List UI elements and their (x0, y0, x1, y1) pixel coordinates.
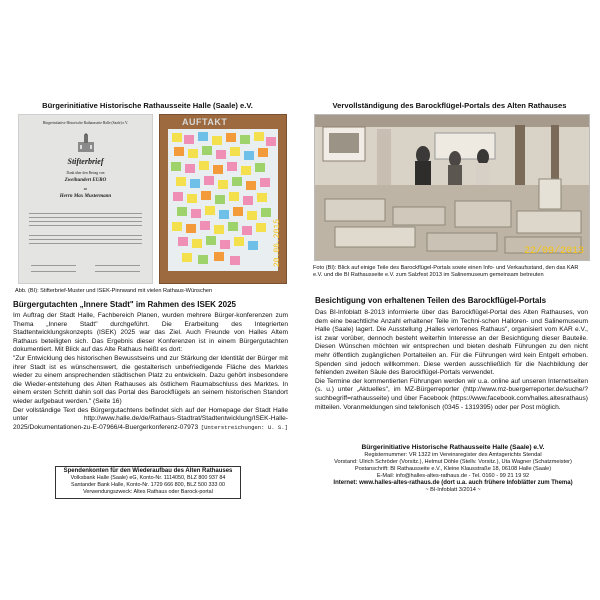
donation-accounts-box (55, 466, 241, 499)
footer-website: Internet: www.halles-altes-rathaus.de (dort u.a. auch frühere Infoblätter zum Thema) (333, 480, 573, 486)
board-date-stamp: 20.06.2015 (273, 218, 282, 267)
left-quote: "Zur Entwicklung des historischen Bewusstseins und zur Stärkung der Identität der Bürger mit ihrer Stadt ist es wünschenswert, die gestalterisch unbefriedigende Fläche des Marktes wieder zu einem ansprechenden städtischen Platz zu entwickeln. Dazu gehört insbesondere die Wieder-entstehung des Alten Rathauses als östlichem Raumabschluss des Marktes. In einem ersten Schritt dahin soll das Portal des Barockflügels an seinem historischen Standort wieder aufgebaut werden." (Seite 16) (13, 354, 288, 405)
left-paragraph: Im Auftrag der Stadt Halle, Fachbereich Planen, wurden mehrere Bürger-konferenzen zum Thema „Innere Stadt" durchgeführt. Die Erarbeitung des Integrierten Stadtentwicklungskonzepts (ISEK) 2025 war das Ziel. Auch Freunde von Halles Altem Rathaus beteiligten sich. Das Ergebnis dieser Konferenzen ist in einem Bürgergutachten dokumentiert. Mit Blick auf das Alte Rathaus heißt es dort: (13, 312, 288, 354)
footer-board: Vorstand: Ulrich Schröder (Vorsitz.), Helmut Döhle (Stellv. Vorsitz.), Uta Wagner (Schatzmeister) (334, 459, 572, 465)
left-image-caption: Abb. (BI): Stifterbrief-Muster und ISEK-Pinnwand mit vielen Rathaus-Wünschen (15, 288, 213, 294)
footer-title: Bürgerinitiative Historische Rathausseite Halle (Saale) e.V. (361, 444, 545, 451)
town-hall-icon (75, 133, 97, 153)
right-paragraph-1: Das BI-Infoblatt 8-2013 informierte über das Barockflügel-Portal des Alten Rathauses, von dem eine beachtliche Anzahl erhaltener Teile im Techni-schen Halloren- und Salinemuseum Halle (Saale) lagert. Die Ausstellung „Halles verlorenes Rathaus", organisiert vom KAR e.V., ist zwar vorüber, dennoch besteht weiterhin Interesse an der Besichtigung dieser Bauteile. Diesen Wünschen möchten wir entsprechen und bieten deshalb Führungen zu den nicht mehr öffentlich zugänglichen Portalteilen an. Für die Führungen wird kein Entgelt erhoben. Spenden sind jedoch willkommen. Diese werden ausschließlich für die Nachbildung der fehlenden zweiten Säule des Barockflügel-Portals verwendet. (315, 309, 588, 377)
right-subheading: Besichtigung von erhaltenen Teilen des Barockflügel-Portals (315, 296, 547, 305)
donation-line-santander: Santander Bank Halle, Konto-Nr. 1729 666 800, BLZ 500 333 00 (70, 482, 226, 488)
left-body (13, 312, 288, 432)
certificate-name: Herrn Max Mustermann (59, 194, 112, 199)
right-photo-caption: Foto (BI): Blick auf einige Teile des Barockflügel-Portals sowie einen Info- und Verkaufsstand, den das KAR e.V. und die BI Rathausseite e.V. zum Salzfest 2013 im Salinemuseum gemeinsam betreuten (313, 265, 579, 278)
organization-footer (315, 443, 591, 494)
footer-register: Registernummer: VR 1322 im Vereinsregister des Amtsgerichts Stendal (364, 452, 542, 458)
certificate-title: Stifterbrief (67, 157, 104, 166)
right-header: Vervollständigung des Barockflügel-Portals des Alten Rathauses (332, 101, 567, 110)
footer-issue: ~ BI-Infoblatt 3/2014 ~ (425, 487, 481, 493)
footer-contact: E-Mail: info@halles-altes-rathaus.de - Tel. 0160 - 99 21 19 92 (376, 473, 530, 479)
donation-box-title: Spendenkonten für den Wiederaufbau des Alten Rathauses (63, 468, 233, 474)
donation-line-purpose: Verwendungszweck: Altes Rathaus oder Barock-portal (83, 489, 213, 495)
stifterbrief-image (18, 114, 153, 284)
board-banner: AUFTAKT (182, 117, 228, 127)
certificate-for: an (83, 187, 88, 191)
donation-line-volksbank: Volksbank Halle (Saale) eG, Konto-Nr. 1114050, BLZ 800 937 84 (70, 475, 226, 481)
certificate-org: Bürgerinitiative Historische Rathausseite Halle (Saale) e.V. (42, 121, 129, 125)
left-header: Bürgerinitiative Historische Rathausseite Halle (Saale) e.V. (42, 101, 253, 110)
portal-parts-photo (314, 114, 590, 261)
footer-address: Postanschrift: BI Rathausseite e.V., Kleine Klausstraße 18, 06108 Halle (Saale) (354, 466, 552, 472)
right-body (315, 309, 588, 412)
isek-pinboard-image (159, 114, 287, 284)
left-paragraph-link: Der vollständige Text des Bürgergutachtens befindet sich auf der Homepage der Stadt Halle unter http://www.halle.de/de/Rathaus-Stadtrat/Stadtentwicklung/ISEK-Halle-2025/Dokumentationen-zu-E-07966/4-Buergerkonferenz-07973 (13, 406, 288, 431)
pinboard (168, 129, 278, 271)
underline-credit: [Unterstreichungen: U. S.] (200, 423, 288, 431)
certificate-amount: Zweihundert EURO (64, 178, 107, 183)
left-subheading: Bürgergutachten „Innere Stadt" im Rahmen des ISEK 2025 (13, 300, 236, 309)
exhibition-hall-illustration (315, 115, 590, 261)
right-paragraph-2: Die Termine der kommentierten Führungen werden wir u.a. online auf unseren Internetseiten (s. u.) unter „Aktuelles", im MZ-Bürgerreporter (http://www.mz-buergerreporter.de/suche/?suchbegriff=rathausseite) und über Facebook (https://www.facebook.com/halles.altesrathaus) mitteilen. Voranmeldungen sind telefonisch (0345 - 1319395) oder per Post möglich. (315, 377, 588, 411)
certificate-intro: Dank über den Betrag von (66, 171, 105, 175)
photo-date-stamp: 22/09/2013 (523, 246, 584, 257)
